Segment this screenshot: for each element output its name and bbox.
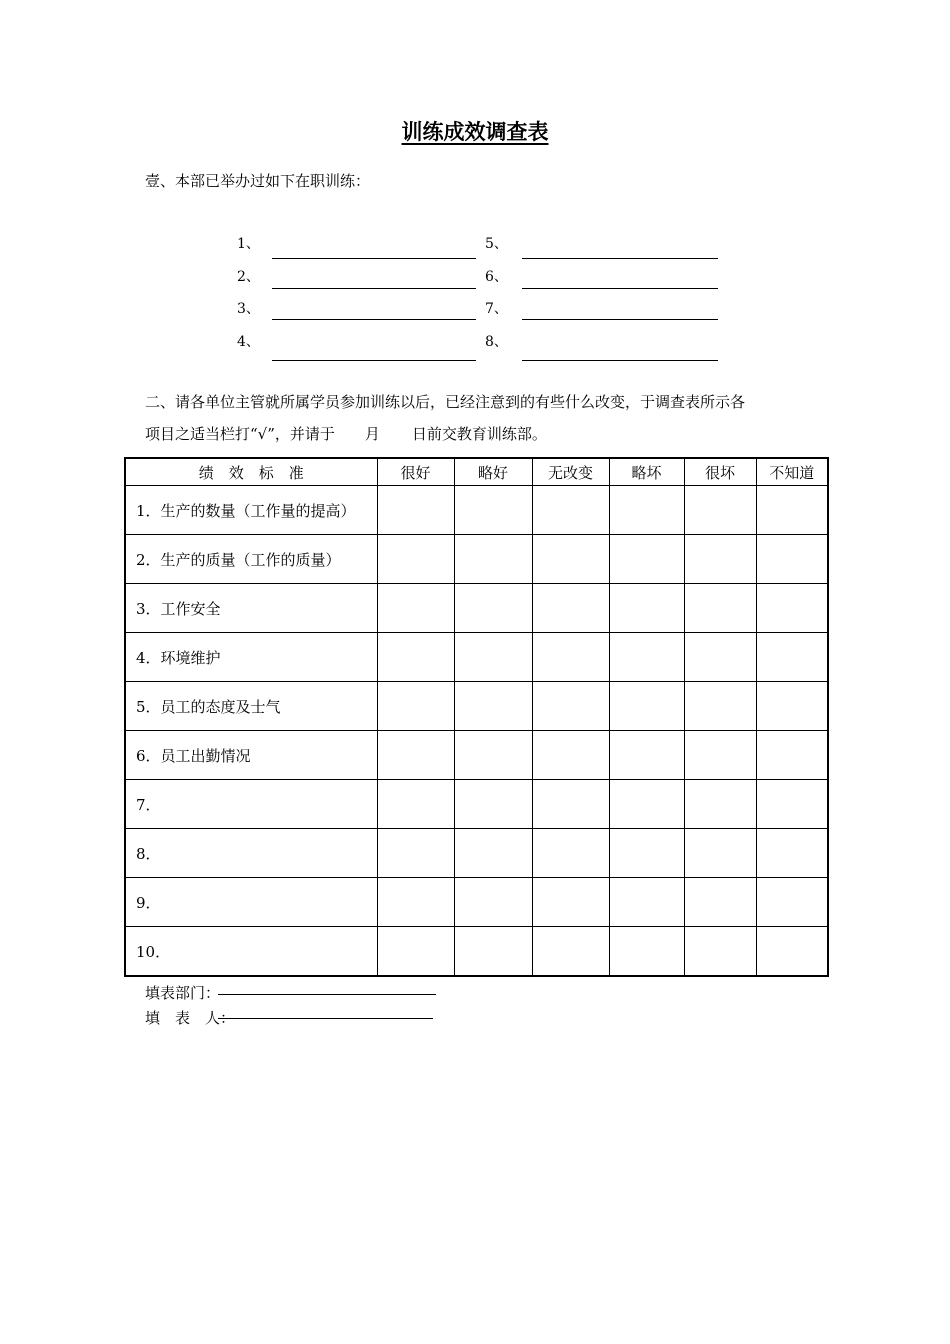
rating-cell[interactable] [532,682,609,731]
training-item-number: 5、 [485,236,508,252]
rating-cell[interactable] [532,780,609,829]
rating-cell[interactable] [454,486,532,535]
rating-cell[interactable] [609,927,684,977]
header-very-bad: 很坏 [684,458,756,486]
table-row [125,731,828,780]
rating-cell[interactable] [684,682,756,731]
training-item-7 [485,298,508,318]
criteria-cell: 9． [125,878,377,927]
rating-cell[interactable] [756,731,828,780]
rating-cell[interactable] [756,584,828,633]
criteria-cell: 3．工作安全 [125,584,377,633]
section1-heading: 壹、本部已举办过如下在职训练： [145,172,371,190]
section2-instructions [145,386,825,450]
rating-cell[interactable] [454,584,532,633]
instructions-month: 月 [364,425,380,443]
rating-cell[interactable] [756,878,828,927]
rating-cell[interactable] [377,633,454,682]
table-row [125,780,828,829]
training-item-6 [485,266,508,286]
training-item-number: 3、 [237,301,260,317]
rating-cell[interactable] [609,829,684,878]
rating-cell[interactable] [684,584,756,633]
table-row [125,829,828,878]
training-item-3 [237,298,260,318]
rating-cell[interactable] [609,878,684,927]
rating-cell[interactable] [454,927,532,977]
training-item-number: 1、 [237,236,260,252]
rating-cell[interactable] [377,731,454,780]
rating-cell[interactable] [532,829,609,878]
rating-cell[interactable] [609,486,684,535]
table-row [125,584,828,633]
header-very-good: 很好 [377,458,454,486]
rating-cell[interactable] [454,535,532,584]
training-item-number: 4、 [237,334,260,350]
training-item-3-blank[interactable] [272,319,476,320]
rating-cell[interactable] [609,682,684,731]
rating-cell[interactable] [684,878,756,927]
rating-cell[interactable] [454,829,532,878]
training-item-4-blank[interactable] [272,360,476,361]
department-label: 填表部门： [145,984,221,1002]
rating-cell[interactable] [377,829,454,878]
rating-cell[interactable] [377,486,454,535]
rating-cell[interactable] [377,682,454,731]
rating-cell[interactable] [684,829,756,878]
rating-cell[interactable] [609,731,684,780]
header-slightly-good: 略好 [454,458,532,486]
footer-department [145,982,220,1003]
training-item-2 [237,266,260,286]
instructions-line-2-part1: 项目之适当栏打“√”，并请于 [145,425,335,443]
criteria-cell: 10． [125,927,377,977]
criteria-cell: 7． [125,780,377,829]
training-item-2-blank[interactable] [272,288,476,289]
training-item-1 [237,233,260,253]
rating-cell[interactable] [454,633,532,682]
rating-cell[interactable] [684,780,756,829]
rating-cell[interactable] [532,731,609,780]
table-header-row [125,458,828,486]
rating-cell[interactable] [609,633,684,682]
rating-cell[interactable] [756,927,828,977]
training-item-number: 6、 [485,269,508,285]
rating-cell[interactable] [454,780,532,829]
rating-cell[interactable] [684,731,756,780]
instructions-line-1: 二、请各单位主管就所属学员参加训练以后，已经注意到的有些什么改变，于调查表所示各 [145,393,746,411]
rating-cell[interactable] [532,486,609,535]
table-row [125,633,828,682]
rating-cell[interactable] [377,878,454,927]
rating-cell[interactable] [454,878,532,927]
rating-cell[interactable] [756,780,828,829]
criteria-cell: 4．环境维护 [125,633,377,682]
criteria-cell: 2．生产的质量（工作的质量） [125,535,377,584]
header-slightly-bad: 略坏 [609,458,684,486]
rating-cell[interactable] [454,731,532,780]
training-item-5-blank[interactable] [522,258,718,259]
instructions-line-2-part2: 日前交教育训练部。 [411,425,547,443]
header-no-change: 无改变 [532,458,609,486]
rating-cell[interactable] [454,682,532,731]
training-item-7-blank[interactable] [522,319,718,320]
rating-cell[interactable] [609,535,684,584]
rating-cell[interactable] [532,878,609,927]
rating-cell[interactable] [377,780,454,829]
rating-cell[interactable] [756,535,828,584]
rating-cell[interactable] [532,535,609,584]
rating-cell[interactable] [684,927,756,977]
page-title [0,116,950,146]
criteria-cell: 1．生产的数量（工作量的提高） [125,486,377,535]
training-item-number: 2、 [237,269,260,285]
table-row [125,927,828,977]
criteria-cell: 8． [125,829,377,878]
rating-cell[interactable] [377,927,454,977]
header-criteria: 绩 效 标 准 [125,458,377,486]
table-row [125,878,828,927]
table-row [125,486,828,535]
training-item-1-blank[interactable] [272,258,476,259]
header-unknown: 不知道 [756,458,828,486]
rating-cell[interactable] [377,584,454,633]
criteria-cell: 5．员工的态度及士气 [125,682,377,731]
table-row [125,535,828,584]
survey-table [124,457,829,977]
rating-cell[interactable] [377,535,454,584]
person-field[interactable] [218,1018,433,1019]
person-label: 填 表 人： [145,1009,236,1027]
training-item-5 [485,233,508,253]
rating-cell[interactable] [756,829,828,878]
rating-cell[interactable] [532,633,609,682]
instructions-line-2 [145,418,825,450]
training-item-8 [485,331,508,351]
criteria-cell: 6．员工出勤情况 [125,731,377,780]
training-item-6-blank[interactable] [522,288,718,289]
rating-cell[interactable] [684,633,756,682]
rating-cell[interactable] [756,682,828,731]
training-item-number: 7、 [485,301,508,317]
department-field[interactable] [218,994,436,995]
rating-cell[interactable] [532,584,609,633]
rating-cell[interactable] [756,633,828,682]
rating-cell[interactable] [684,486,756,535]
page-title-text: 训练成效调查表 [401,120,549,144]
training-item-number: 8、 [485,334,508,350]
rating-cell[interactable] [684,535,756,584]
table-row [125,682,828,731]
rating-cell[interactable] [756,486,828,535]
rating-cell[interactable] [609,780,684,829]
rating-cell[interactable] [532,927,609,977]
training-item-8-blank[interactable] [522,360,718,361]
rating-cell[interactable] [609,584,684,633]
training-item-4 [237,331,260,351]
